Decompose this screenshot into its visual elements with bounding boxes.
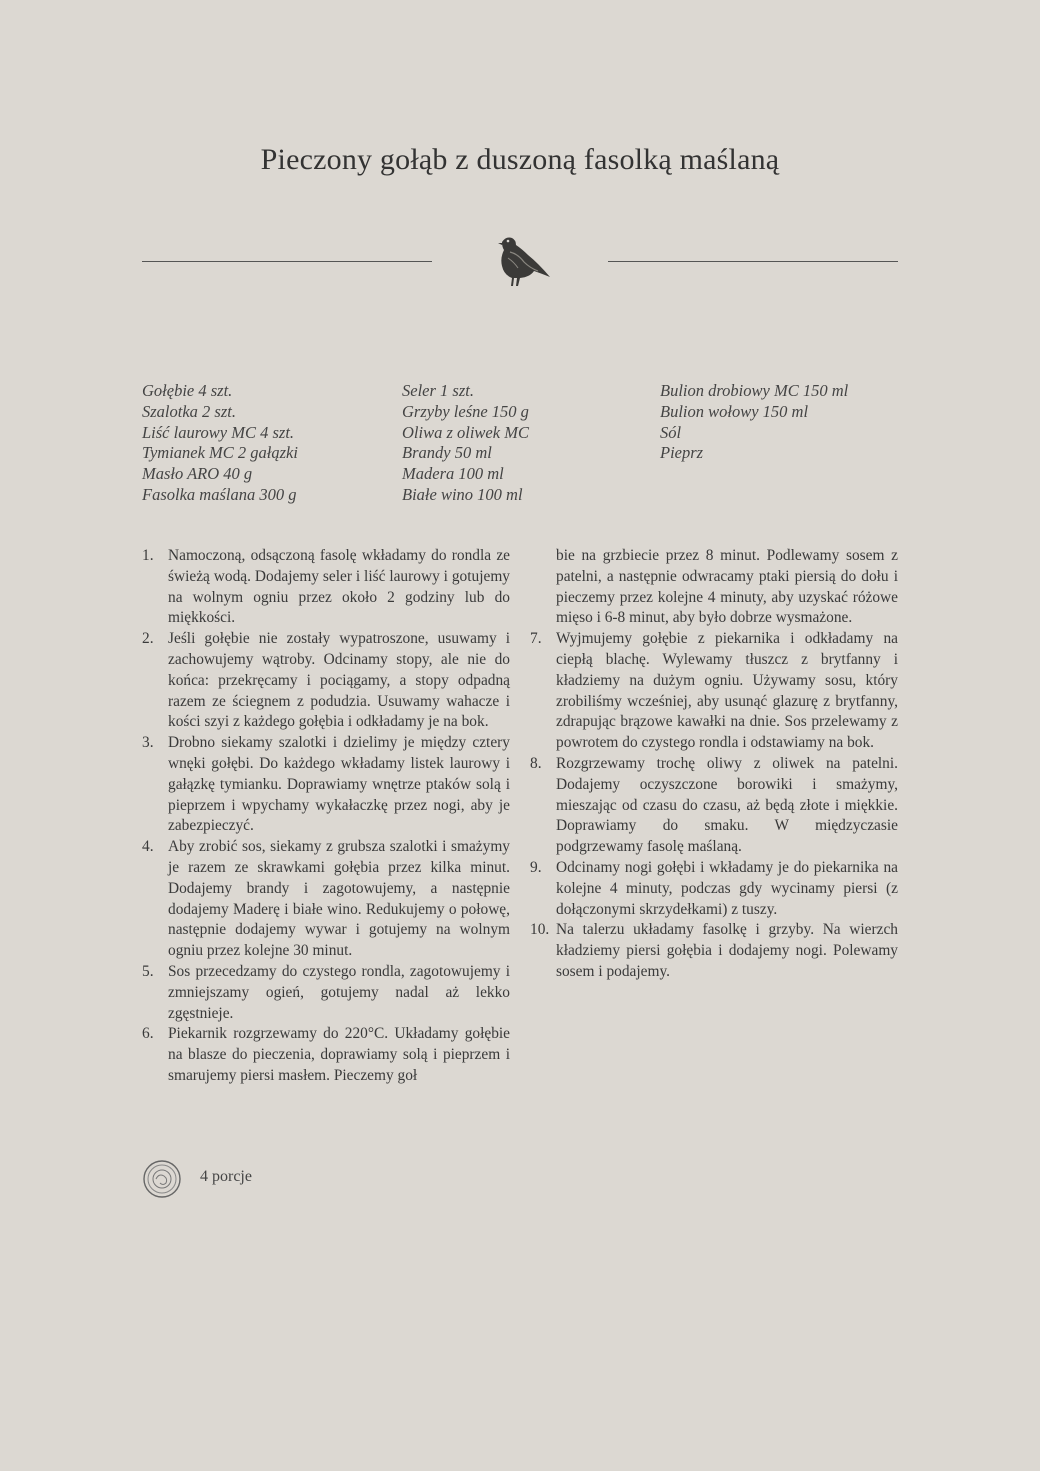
step-text: Drobno siekamy szalotki i dzielimy je między cztery wnęki gołębi. Do każdego wkładamy listek laurowy i gałązkę tymianku. Doprawiamy wnętrze ptaków solą i pieprzem i wpychamy wykałaczkę przez nogi, aby je zabezpieczyć. — [168, 734, 510, 835]
ingredient-item: Fasolka maślana 300 g — [142, 484, 297, 504]
ingredient-item: Grzyby leśne 150 g — [402, 401, 529, 421]
ingredient-item: Szalotka 2 szt. — [142, 401, 236, 421]
step-5: 5. Sos przecedzamy do czystego rondla, zagotowujemy i zmniejszamy ogień, gotujemy nadal aż lekko zgęstnieje. — [142, 962, 510, 1022]
ingredient-item: Brandy 50 ml — [402, 443, 492, 463]
ingredient-item: Gołębie 4 szt. — [142, 381, 233, 400]
step-2: 2. Jeśli gołębie nie zostały wypatroszone, usuwamy i zachowujemy wątroby. Odcinamy stopy, ale nie do końca: przekręcamy i pociągamy, a stopy odpadną razem ze ściegnem z podudzia. Usuwamy wahacze i kości szyi z każdego gołębia i odkładamy je na bok. — [142, 630, 510, 731]
ingredient-item: Pieprz — [660, 443, 704, 463]
ingredient-item: Bulion drobiowy MC 150 ml — [660, 381, 849, 400]
step-4: 4. Aby zrobić sos, siekamy z grubsza szalotki i smażymy je razem ze skrawkami gołębia przez kilka minut. Dodajemy brandy i zagotowujemy, a następnie dodajemy Maderę i białe wino. Redukujemy o połowę, następnie dodajemy wywar i gotujemy na wolnym ogniu przez kolejne 30 minut. — [142, 838, 510, 960]
ingredient-item: Liść laurowy MC 4 szt. — [142, 422, 295, 442]
step-text: Na talerzu układamy fasolkę i grzyby. Na wierzch kładziemy piersi gołębia i dodajemy nogi. Polewamy sosem i podajemy. — [556, 921, 898, 980]
ingredients-column-3 — [660, 381, 910, 464]
step-text: Wyjmujemy gołębie z piekarnika i odkładamy na ciepłą blachę. Wylewamy tłuszcz z brytfanny i kładziemy na dużym ogniu. Używamy sosu, który zrobiliśmy wcześniej, aby usunąć glazurę z brytfanny, zdrapując brązowe kawałki na dnie. Sos przelewamy z powrotem do czystego rondla i odstawiamy na bok. — [556, 630, 898, 752]
step-text-part1: Piekarnik rozgrzewamy do 220°C. Układamy gołębie na blasze do pieczenia, doprawiamy solą i pieprzem i smarujemy piersi masłem. Pieczemy goł — [168, 1025, 510, 1084]
recipe-title: Pieczony gołąb z duszoną fasolką maślaną — [260, 143, 780, 176]
ingredient-item: Tymianek MC 2 gałązki — [142, 443, 298, 463]
step-text: Odcinamy nogi gołębi i wkładamy je do piekarnika na kolejne 4 minuty, podczas gdy wycinamy piersi (z dołączonymi skrzydełkami) z tuszy. — [556, 858, 898, 918]
step-10: 10. Na talerzu układamy fasolkę i grzyby. Na wierzch kładziemy piersi gołębia i dodajemy nogi. Polewamy sosem i podajemy. — [530, 921, 898, 980]
divider-right — [608, 261, 898, 262]
step-9: 9. Odcinamy nogi gołębi i wkładamy je do piekarnika na kolejne 4 minuty, podczas gdy wycinamy piersi (z dołączonymi skrzydełkami) z tuszy. — [530, 858, 898, 918]
ingredients-column-1 — [142, 381, 392, 506]
plate-icon — [142, 1159, 182, 1199]
step-3: 3. Drobno siekamy szalotki i dzielimy je między cztery wnęki gołębi. Do każdego wkładamy listek laurowy i gałązkę tymianku. Doprawiamy wnętrze ptaków solą i pieprzem i wpychamy wykałaczkę przez nogi, aby je zabezpieczyć. — [142, 734, 510, 835]
ingredient-item: Białe wino 100 ml — [402, 484, 523, 504]
step-8: 8. Rozgrzewamy trochę oliwy z oliwek na patelni. Dodajemy oczyszczone borowiki i smażymy, mieszając od czasu do czasu, aż będą złote i miękkie. Doprawiamy do smaku. W międzyczasie podgrzewamy fasolę maślaną. — [530, 754, 898, 856]
step-text: Jeśli gołębie nie zostały wypatroszone, usuwamy i zachowujemy wątroby. Odcinamy stopy, ale nie do końca: przekręcamy i pociągamy, a stopy odpadną razem ze ściegnem z podudzia. Usuwamy wahacze i kości szyi z każdego gołębia i odkładamy je na bok. — [168, 630, 510, 731]
divider-left — [142, 261, 432, 262]
ingredient-item: Seler 1 szt. — [402, 381, 474, 400]
ingredient-item: Oliwa z oliwek MC — [402, 422, 529, 442]
step-text: Aby zrobić sos, siekamy z grubsza szalotki i smażymy je razem ze skrawkami gołębia przez kilka minut. Dodajemy brandy i zagotowujemy, a następnie dodajemy Maderę i białe wino. Redukujemy o połowę, następnie dodajemy wywar i gotujemy na wolnym ogniu przez kolejne 30 minut. — [168, 838, 510, 960]
ingredient-item: Bulion wołowy 150 ml — [660, 401, 809, 421]
step-text: Namoczoną, odsączoną fasolę wkładamy do rondla ze świeżą wodą. Dodajemy seler i liść laurowy i gotujemy na wolnym ogniu przez około 2 godziny lub do miękkości. — [168, 547, 510, 627]
portions-label: 4 porcje — [200, 1168, 252, 1185]
steps-column-2 — [530, 546, 898, 983]
step-text: Sos przecedzamy do czystego rondla, zagotowujemy i zmniejszamy ogień, gotujemy nadal aż lekko zgęstnieje. — [168, 962, 510, 1022]
ingredients-column-2 — [402, 381, 652, 506]
steps-column-1 — [142, 546, 510, 1087]
step-1: 1. Namoczoną, odsączoną fasolę wkładamy do rondla ze świeżą wodą. Dodajemy seler i liść laurowy i gotujemy na wolnym ogniu przez około 2 godziny lub do miękkości. — [142, 547, 510, 627]
step-6: 6. Piekarnik rozgrzewamy do 220°C. Układamy gołębie na blasze do pieczenia, doprawiamy solą i pieprzem i smarujemy piersi masłem. Pieczemy goł — [142, 1025, 510, 1084]
ingredient-item: Masło ARO 40 g — [142, 464, 253, 484]
ingredient-item: Madera 100 ml — [402, 464, 504, 484]
step-text: Rozgrzewamy trochę oliwy z oliwek na patelni. Dodajemy oczyszczone borowiki i smażymy, mieszając od czasu do czasu, aż będą złote i miękkie. Doprawiamy do smaku. W międzyczasie podgrzewamy fasolę maślaną. — [556, 754, 898, 856]
pigeon-icon — [488, 228, 552, 292]
ingredient-item: Sól — [660, 422, 682, 442]
step-6-continued: bie na grzbiecie przez 8 minut. Podlewamy sosem z patelni, a następnie odwracamy ptaki piersią do dołu i pieczemy przez kolejne 4 minuty, aby uzyskać różowe mięso i 6-8 minut, aby było dobrze wysmażone. — [556, 547, 898, 627]
step-7: 7. Wyjmujemy gołębie z piekarnika i odkładamy na ciepłą blachę. Wylewamy tłuszcz z brytfanny i kładziemy na dużym ogniu. Używamy sosu, który zrobiliśmy wcześniej, aby usunąć glazurę z brytfanny, zdrapując brązowe kawałki na dnie. Sos przelewamy z powrotem do czystego rondla i odstawiamy na bok. — [530, 630, 898, 752]
